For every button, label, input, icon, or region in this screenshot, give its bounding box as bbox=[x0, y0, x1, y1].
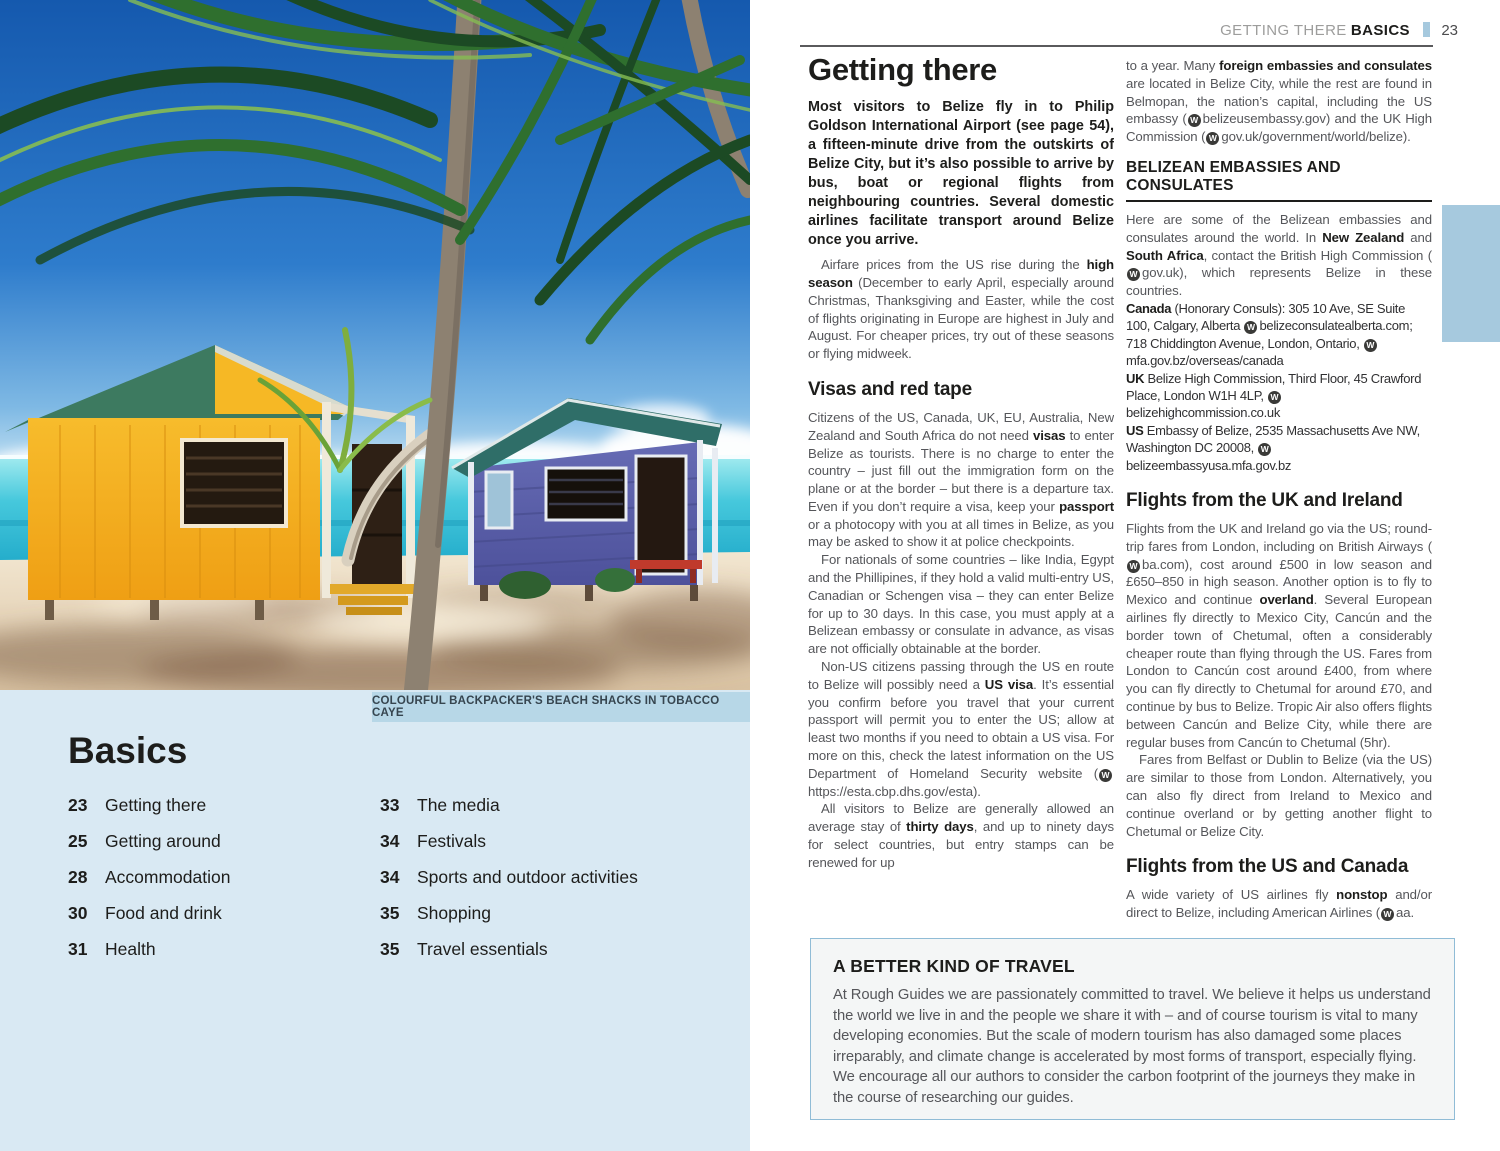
travel-box-title: A BETTER KIND OF TRAVEL bbox=[833, 956, 1075, 976]
article-title: Getting there bbox=[808, 52, 998, 87]
website-icon: W bbox=[1206, 132, 1219, 145]
website-icon: W bbox=[1188, 114, 1201, 127]
beach-photo bbox=[0, 0, 750, 690]
article-column-1 bbox=[808, 52, 1114, 938]
article-column-2 bbox=[1126, 57, 1432, 943]
paragraph-visas-4: All visitors to Belize are generally allowed an average stay of thirty days, and up to ninety days for select countries, but entry stamps can be renewed for up bbox=[808, 801, 1114, 870]
heading-flights-us-canada: Flights from the US and Canada bbox=[1126, 856, 1409, 878]
toc-page-number: 35 bbox=[380, 939, 400, 959]
toc-label: Getting around bbox=[105, 831, 221, 851]
toc-page-number: 31 bbox=[68, 939, 88, 959]
toc-item bbox=[68, 867, 368, 888]
toc-column-right bbox=[380, 795, 708, 975]
toc-label: Food and drink bbox=[105, 903, 222, 923]
toc-page-number: 34 bbox=[380, 831, 400, 851]
toc-item bbox=[68, 831, 368, 852]
directory-entry-us: US Embassy of Belize, 2535 Massachusetts Ave NW, Washington DC 20008, Wbelizeembassyusa.mfa.gov.bz bbox=[1126, 422, 1420, 473]
toc-item bbox=[380, 795, 708, 816]
section-edge-tab bbox=[1442, 205, 1500, 342]
header-tick-mark bbox=[1423, 22, 1430, 37]
photo-caption-text: COLOURFUL BACKPACKER'S BEACH SHACKS IN TOBACCO CAYE bbox=[372, 695, 720, 719]
toc-page-number: 35 bbox=[380, 903, 400, 923]
toc-label: The media bbox=[417, 795, 500, 815]
heading-flights-uk-ireland: Flights from the UK and Ireland bbox=[1126, 490, 1403, 512]
directory-entry-canada: Canada (Honorary Consuls): 305 10 Ave, SE Suite 100, Calgary, Alberta W belizeconsulatealberta.com; 718 Chiddington Avenue, London, Ontario, Wmfa.gov.bz/overseas/canada bbox=[1126, 300, 1413, 369]
toc-item bbox=[68, 795, 368, 816]
better-travel-box bbox=[810, 938, 1455, 1120]
paragraph-us-flights-1: A wide variety of US airlines fly nonstop and/or direct to Belize, including American Airlines ( W aa. bbox=[1126, 887, 1432, 921]
heading-belizean-embassies: BELIZEAN EMBASSIES AND CONSULATES bbox=[1126, 159, 1432, 202]
paragraph-uk-flights-2: Fares from Belfast or Dublin to Belize (via the US) are similar to those from London. Alternatively, you can also fly direct from Ireland to Mexico and continue overland or by getting another flight to Chetumal or Belize City. bbox=[1126, 752, 1432, 839]
toc-label: Travel essentials bbox=[417, 939, 548, 959]
toc-item bbox=[380, 903, 708, 924]
paragraph-visas-1: Citizens of the US, Canada, UK, EU, Australia, New Zealand and South Africa do not need visas to enter Belize as tourists. There is no charge to enter the country – just fill out the immigration form on the plane or at the border – but there is a departure tax. Even if you don’t require a visa, keep your passport or a photocopy with you at all times in Belize, as you may be asked to show it at police checkpoints. bbox=[808, 409, 1114, 550]
paragraph-embassies-body: Here are some of the Belizean embassies and consulates around the world. In New Zealand and South Africa, contact the British High Commission (W gov.uk), which represents Belize in these countries. bbox=[1126, 211, 1432, 299]
toc-page-number: 30 bbox=[68, 903, 88, 923]
website-icon: W bbox=[1364, 339, 1377, 352]
toc-page-number: 28 bbox=[68, 867, 88, 887]
website-icon: W bbox=[1099, 769, 1112, 782]
website-icon: W bbox=[1381, 908, 1394, 921]
toc-item bbox=[380, 867, 708, 888]
toc-item bbox=[68, 939, 368, 960]
photo-caption bbox=[372, 692, 750, 722]
header-rule bbox=[800, 45, 1433, 47]
toc-label: Getting there bbox=[105, 795, 207, 815]
toc-item bbox=[68, 903, 368, 924]
toc-item bbox=[380, 831, 708, 852]
paragraph-uk-flights-1: Flights from the UK and Ireland go via the US; round-trip fares from London, including on British Airways (W ba.com), cost around £500 in low season and £650–850 in high season. Another option is to fly to Mexico and continue overland. Several European airlines fly directly to Mexico City, Cancún and the border town of Chetumal, often a considerably cheaper route than flying through the US. Fares from London to Cancún cost around £400, from where you can fly directly to Chetumal for around £70, and continue by bus to Belize. Tropic Air also offers flights between Cancún and Belize City, while there are regular buses from Cancún to Chetumal (5hr). bbox=[1126, 521, 1432, 750]
header-section-label: GETTING THERE bbox=[1220, 22, 1347, 39]
toc-label: Sports and outdoor activities bbox=[417, 867, 638, 887]
header-page-number: 23 bbox=[1441, 22, 1458, 39]
toc-page-number: 25 bbox=[68, 831, 88, 851]
paragraph-airfare: Airfare prices from the US rise during the high season (December to early April, especially around Christmas, Thanksgiving and Easter, while the cost of flights originating in Europe are highest in July and August. For cheaper prices, try out of these seasons or flying midweek. bbox=[808, 257, 1114, 362]
toc-page-number: 23 bbox=[68, 795, 88, 815]
basics-section-title: Basics bbox=[68, 730, 188, 771]
toc-label: Accommodation bbox=[105, 867, 231, 887]
article-intro: Most visitors to Belize fly in to Philip Goldson International Airport (see page 54), a fifteen-minute drive from the outskirts of Belize City, but it’s also possible to arrive by bus, boat or regional flights from neighbouring countries. Several domestic airlines facilitate transport around Belize once you arrive. bbox=[808, 99, 1114, 249]
paragraph-visas-2: For nationals of some countries – like India, Egypt and the Phillipines, if they hold a valid multi-entry US, Canadian or Schengen visa – they can enter Belize for up to 30 days. In this case, you must apply at a Belizean embassy or consulate in advance, as visas are not officially obtainable at the border. bbox=[808, 552, 1114, 657]
heading-visas: Visas and red tape bbox=[808, 378, 972, 400]
website-icon: W bbox=[1258, 443, 1271, 456]
toc-label: Health bbox=[105, 939, 156, 959]
paragraph-visas-3: Non-US citizens passing through the US en route to Belize will possibly need a US visa. It’s essential you confirm before you travel that your current passport will permit you to enter the US; allow at least two months if you need to obtain a US visa. For more on this, check the latest information on the US Department of Homeland Security website ( Whttps://esta.cbp.dhs.gov/esta). bbox=[808, 659, 1114, 799]
website-icon: W bbox=[1127, 560, 1140, 573]
header-book-label: BASICS bbox=[1350, 22, 1410, 39]
paragraph-embassies-intro: to a year. Many foreign embassies and consulates are located in Belize City, while the rest are found in Belmopan, the nation’s capital, including the US embassy ( W belizeusembassy.gov) and the UK High Commission ( W gov.uk/government/world/belize). bbox=[1126, 58, 1432, 145]
toc-page-number: 33 bbox=[380, 795, 400, 815]
directory-entry-uk: UK Belize High Commission, Third Floor, 45 Crawford Place, London W1H 4LP, Wbelizehighcommission.co.uk bbox=[1126, 370, 1422, 421]
toc-label: Shopping bbox=[417, 903, 491, 923]
toc-item bbox=[380, 939, 708, 960]
toc-column-left bbox=[68, 795, 368, 975]
travel-box-body: At Rough Guides we are passionately committed to travel. We believe it helps us understand the world we live in and the people we share it with – and of course tourism is vital to many developing economies. But the scale of modern tourism has also damaged some places irreparably, and climate change is accelerated by most forms of transport, especially flying. We encourage all our authors to consider the carbon footprint of the journeys they make in the course of researching our guides. bbox=[833, 987, 1431, 1106]
beach-photo-illustration bbox=[0, 0, 750, 690]
toc-label: Festivals bbox=[417, 831, 487, 851]
website-icon: W bbox=[1127, 268, 1140, 281]
website-icon: W bbox=[1244, 321, 1257, 334]
running-header bbox=[800, 22, 1458, 39]
website-icon: W bbox=[1268, 391, 1281, 404]
toc-page-number: 34 bbox=[380, 867, 400, 887]
